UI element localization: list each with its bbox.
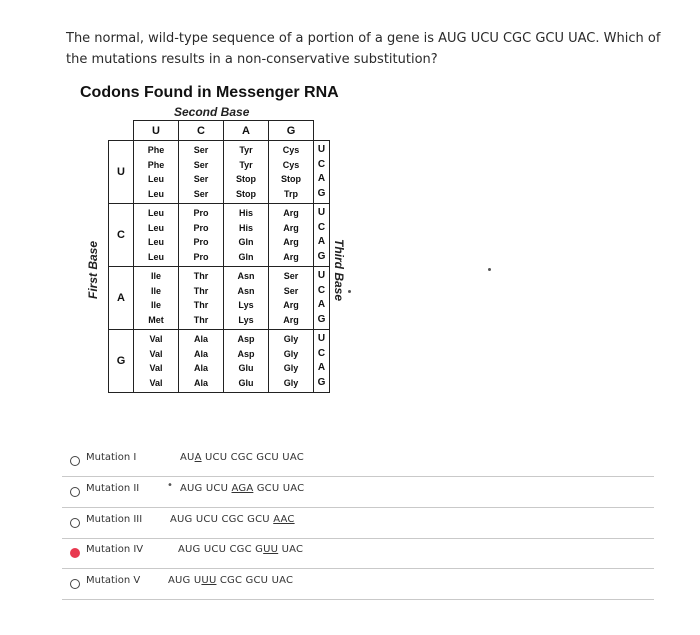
answer-option-5[interactable] xyxy=(62,569,654,600)
codon-table-title: Codons Found in Messenger RNA xyxy=(80,84,339,101)
radio-button-selected[interactable] xyxy=(70,548,80,558)
codon-row-a xyxy=(109,267,330,330)
radio-button[interactable] xyxy=(70,518,80,528)
codon-row-g xyxy=(109,330,330,393)
codon-cell: His His Gln Gln xyxy=(224,204,269,267)
option-label: Mutation IV xyxy=(86,544,144,555)
codon-cell: Thr Thr Thr Thr xyxy=(179,267,224,330)
stray-dot xyxy=(348,290,351,293)
answer-option-1[interactable] xyxy=(62,446,654,477)
codon-cell: Tyr Tyr Stop Stop xyxy=(224,141,269,204)
option-sequence: AUG UUU CGC GCU UAC xyxy=(168,575,294,586)
question-text: The normal, wild-type sequence of a portion of a gene is AUG UCU CGC GCU UAC. Which of the mutations results in a non-conservative substitution? xyxy=(66,31,661,67)
option-label: Mutation II xyxy=(86,483,140,494)
option-sequence: AUG UCU AGA GCU UAC xyxy=(180,483,305,494)
option-label: Mutation III xyxy=(86,514,143,525)
option-sequence: AUG UCU CGC GUU UAC xyxy=(178,544,304,555)
codon-cell: Gly Gly Gly Gly xyxy=(269,330,314,393)
codon-cell: Ser Ser Ser Ser xyxy=(179,141,224,204)
codon-cell: Asn Asn Lys Lys xyxy=(224,267,269,330)
second-base-header: G xyxy=(269,121,314,141)
option-sequence: AUG UCU CGC GCU AAC xyxy=(170,514,295,525)
second-base-header: C xyxy=(179,121,224,141)
codon-row-u xyxy=(109,141,330,204)
third-base-column: U C A G xyxy=(314,204,330,267)
first-base: A xyxy=(109,267,134,330)
codon-cell: Cys Cys Stop Trp xyxy=(269,141,314,204)
first-base: G xyxy=(109,330,134,393)
option-label: Mutation V xyxy=(86,575,141,586)
codon-cell: Leu Leu Leu Leu xyxy=(134,204,179,267)
codon-cell: Ala Ala Ala Ala xyxy=(179,330,224,393)
option-sequence: AUA UCU CGC GCU UAC xyxy=(180,452,304,463)
codon-cell: Asp Asp Glu Glu xyxy=(224,330,269,393)
first-base-label: First Base xyxy=(86,240,100,300)
option-label: Mutation I xyxy=(86,452,137,463)
answer-option-4[interactable] xyxy=(62,538,654,569)
third-base-column: U C A G xyxy=(314,141,330,204)
third-base-label: Third Base xyxy=(332,238,346,302)
third-base-column: U C A G xyxy=(314,330,330,393)
codon-cell: Val Val Val Val xyxy=(134,330,179,393)
third-base-column: U C A G xyxy=(314,267,330,330)
radio-button[interactable] xyxy=(70,487,80,497)
answer-option-3[interactable] xyxy=(62,508,654,539)
second-base-header: A xyxy=(224,121,269,141)
first-base: U xyxy=(109,141,134,204)
answer-option-2[interactable] xyxy=(62,477,654,508)
codon-cell: Pro Pro Pro Pro xyxy=(179,204,224,267)
second-base-label: Second Base xyxy=(174,105,250,119)
radio-button[interactable] xyxy=(70,456,80,466)
codon-cell: Phe Phe Leu Leu xyxy=(134,141,179,204)
codon-row-c xyxy=(109,204,330,267)
codon-cell: Ser Ser Arg Arg xyxy=(269,267,314,330)
codon-cell: Arg Arg Arg Arg xyxy=(269,204,314,267)
stray-dot xyxy=(488,268,491,271)
radio-button[interactable] xyxy=(70,579,80,589)
codon-table xyxy=(108,120,330,393)
bullet-mark: • xyxy=(167,480,173,491)
first-base: C xyxy=(109,204,134,267)
codon-cell: Ile Ile Ile Met xyxy=(134,267,179,330)
second-base-header: U xyxy=(134,121,179,141)
